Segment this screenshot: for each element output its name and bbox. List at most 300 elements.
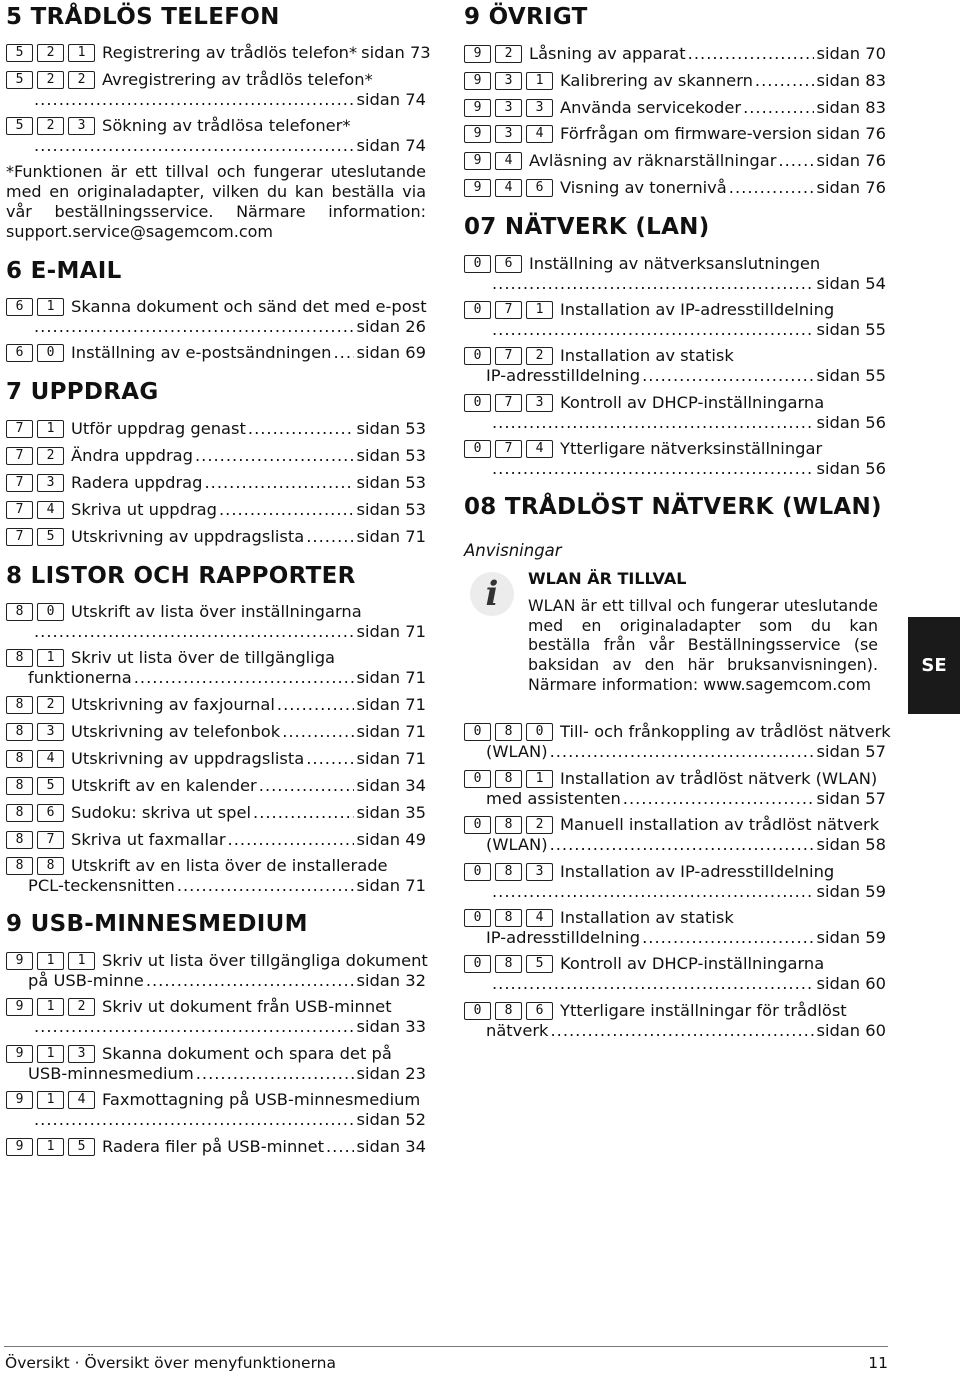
- menu-entry: [6, 776, 426, 796]
- entry-label: Ytterligare inställningar för trådlöst: [560, 1001, 847, 1020]
- key-cap: 3: [37, 723, 64, 741]
- page-reference: sidan 35: [356, 803, 426, 822]
- section-title: 6 E-MAIL: [6, 258, 122, 284]
- key-cap: 5: [6, 44, 33, 62]
- key-cap: 8: [495, 955, 522, 973]
- key-cap: 9: [464, 45, 491, 63]
- key-cap: 1: [37, 649, 64, 667]
- section-subtitle: Anvisningar: [464, 541, 562, 560]
- page-reference: sidan 53: [356, 473, 426, 492]
- entry-label: Installation av statisk: [560, 346, 734, 365]
- menu-entry: [464, 1001, 886, 1041]
- key-cap: 5: [6, 71, 33, 89]
- menu-entry: [6, 1044, 426, 1084]
- entry-label: Skriv ut lista över tillgängliga dokument: [102, 951, 428, 970]
- key-cap: 9: [464, 72, 491, 90]
- menu-entry: [6, 648, 426, 688]
- menu-entry: [6, 856, 426, 896]
- key-cap: 1: [37, 1045, 64, 1063]
- key-cap: 9: [464, 152, 491, 170]
- dot-leader: [177, 876, 355, 896]
- entry-label: nätverk: [486, 1021, 549, 1040]
- dot-leader: [253, 803, 354, 823]
- key-cap: 7: [495, 301, 522, 319]
- key-cap: 0: [464, 770, 491, 788]
- dot-leader: [642, 366, 814, 386]
- page-reference: sidan 57: [816, 789, 886, 808]
- key-cap: 8: [495, 816, 522, 834]
- entry-label: Faxmottagning på USB-minnesmedium: [102, 1090, 421, 1109]
- menu-entry: [6, 297, 426, 337]
- key-sequence: [464, 955, 553, 973]
- key-sequence: [464, 1002, 553, 1020]
- page-reference: sidan 76: [816, 178, 886, 197]
- key-cap: 8: [6, 723, 33, 741]
- page-reference: sidan 71: [356, 695, 426, 714]
- key-cap: 2: [526, 347, 553, 365]
- page-reference: sidan 71: [356, 622, 426, 641]
- entry-label: Avregistrering av trådlös telefon*: [102, 70, 373, 89]
- page-reference: sidan 32: [356, 971, 426, 990]
- key-cap: 4: [526, 909, 553, 927]
- key-cap: 3: [526, 863, 553, 881]
- dot-leader: [34, 90, 354, 110]
- menu-entry: [464, 346, 886, 386]
- entry-label: Registrering av trådlös telefon*: [102, 43, 358, 62]
- dot-leader: [34, 317, 354, 337]
- menu-entry: [6, 951, 426, 991]
- key-cap: 1: [37, 998, 64, 1016]
- entry-label: Utskrivning av uppdragslista: [71, 527, 305, 546]
- entry-label: Installation av statisk: [560, 908, 734, 927]
- key-cap: 8: [495, 723, 522, 741]
- key-cap: 0: [464, 955, 491, 973]
- entry-label: Utskrift av en kalender: [71, 776, 257, 795]
- key-sequence: [464, 347, 553, 365]
- key-sequence: [6, 501, 64, 519]
- entry-label: Inställning av e-postsändningen: [71, 343, 332, 362]
- key-cap: 6: [526, 1002, 553, 1020]
- entry-label: Manuell installation av trådlöst nätverk: [560, 815, 880, 834]
- entry-label: Installation av IP-adresstilldelning: [560, 300, 835, 319]
- menu-entry: [464, 124, 886, 144]
- dot-leader: [134, 668, 355, 688]
- menu-entry: [6, 343, 426, 363]
- key-cap: 5: [526, 955, 553, 973]
- menu-entry: [464, 300, 886, 340]
- key-sequence: [464, 816, 553, 834]
- dot-leader: [306, 527, 354, 547]
- dot-leader: [34, 1110, 354, 1130]
- key-sequence: [6, 649, 64, 667]
- key-cap: 5: [6, 117, 33, 135]
- page-reference: sidan 71: [356, 722, 426, 741]
- key-cap: 8: [6, 831, 33, 849]
- key-cap: 8: [37, 857, 64, 875]
- menu-entry: [464, 44, 886, 64]
- key-cap: 7: [495, 440, 522, 458]
- dot-leader: [743, 98, 814, 118]
- page-reference: sidan 83: [816, 71, 886, 90]
- dot-leader: [204, 473, 354, 493]
- entry-label: Kontroll av DHCP-inställningarna: [560, 954, 825, 973]
- menu-entry: [464, 178, 886, 198]
- dot-leader: [277, 695, 355, 715]
- page-reference: sidan 74: [356, 136, 426, 155]
- key-cap: 2: [526, 816, 553, 834]
- dot-leader: [688, 44, 815, 64]
- key-sequence: [464, 301, 553, 319]
- page-reference: sidan 73: [361, 43, 431, 62]
- key-cap: 1: [526, 72, 553, 90]
- menu-entry: [464, 954, 886, 994]
- dot-leader: [755, 71, 815, 91]
- entry-label: Kontroll av DHCP-inställningarna: [560, 393, 825, 412]
- key-cap: 1: [68, 952, 95, 970]
- key-cap: 5: [68, 1138, 95, 1156]
- key-cap: 1: [37, 1091, 64, 1109]
- entry-label: Utskrift av en lista över de installerade: [71, 856, 388, 875]
- key-cap: 8: [6, 857, 33, 875]
- info-heading: WLAN ÄR TILLVAL: [528, 569, 687, 588]
- page-reference: sidan 23: [356, 1064, 426, 1083]
- key-cap: 1: [37, 298, 64, 316]
- key-cap: 7: [37, 831, 64, 849]
- key-sequence: [464, 45, 522, 63]
- key-cap: 9: [6, 1045, 33, 1063]
- page-reference: sidan 74: [356, 90, 426, 109]
- key-cap: 0: [464, 1002, 491, 1020]
- key-cap: 8: [495, 909, 522, 927]
- section-title: 9 ÖVRIGT: [464, 4, 588, 30]
- menu-entry: [6, 695, 426, 715]
- entry-label: USB-minnesmedium: [28, 1064, 194, 1083]
- dot-leader: [492, 974, 814, 994]
- entry-label: Radera filer på USB-minnet: [102, 1137, 324, 1156]
- key-cap: 8: [495, 863, 522, 881]
- entry-label: Förfrågan om firmware-version: [560, 124, 812, 143]
- key-cap: 4: [495, 179, 522, 197]
- entry-label: Skanna dokument och sänd det med e-post: [71, 297, 427, 316]
- dot-leader: [34, 1017, 354, 1037]
- key-cap: 6: [526, 179, 553, 197]
- dot-leader: [492, 413, 814, 433]
- key-cap: 1: [37, 420, 64, 438]
- menu-entry: [464, 862, 886, 902]
- entry-label: Utskrivning av uppdragslista: [71, 749, 305, 768]
- entry-label: Avläsning av räknarställningar: [529, 151, 777, 170]
- key-cap: 3: [495, 99, 522, 117]
- page-reference: sidan 69: [356, 343, 426, 362]
- key-cap: 7: [495, 347, 522, 365]
- page-reference: sidan 83: [816, 98, 886, 117]
- key-sequence: [6, 603, 64, 621]
- dot-leader: [34, 136, 354, 156]
- menu-entry: [464, 769, 886, 809]
- entry-label: Skriva ut faxmallar: [71, 830, 226, 849]
- dot-leader: [333, 343, 354, 363]
- section-title: 07 NÄTVERK (LAN): [464, 214, 710, 240]
- key-sequence: [6, 998, 95, 1016]
- key-sequence: [464, 394, 553, 412]
- menu-entry: [464, 71, 886, 91]
- key-cap: 9: [6, 1138, 33, 1156]
- menu-entry: [6, 43, 431, 63]
- dot-leader: [550, 835, 815, 855]
- key-cap: 2: [68, 998, 95, 1016]
- page-reference: sidan 71: [356, 668, 426, 687]
- menu-entry: [6, 1137, 426, 1157]
- page-reference: sidan 76: [816, 124, 886, 143]
- entry-label: Sökning av trådlösa telefoner*: [102, 116, 351, 135]
- entry-label: Installation av IP-adresstilldelning: [560, 862, 835, 881]
- entry-label: Utskrift av lista över inställningarna: [71, 602, 362, 621]
- entry-label: PCL-teckensnitten: [28, 876, 175, 895]
- key-sequence: [464, 440, 553, 458]
- key-cap: 2: [37, 71, 64, 89]
- key-sequence: [6, 420, 64, 438]
- key-cap: 0: [464, 394, 491, 412]
- key-cap: 0: [464, 347, 491, 365]
- key-cap: 8: [6, 777, 33, 795]
- section-title: 08 TRÅDLÖST NÄTVERK (WLAN): [464, 494, 882, 520]
- key-sequence: [464, 179, 553, 197]
- menu-entry: [6, 997, 426, 1037]
- key-cap: 8: [6, 649, 33, 667]
- dot-leader: [219, 500, 354, 520]
- key-cap: 1: [68, 44, 95, 62]
- menu-entry: [6, 473, 426, 493]
- dot-leader: [550, 1021, 814, 1041]
- dot-leader: [492, 320, 814, 340]
- entry-label: Ändra uppdrag: [71, 446, 193, 465]
- key-sequence: [6, 831, 64, 849]
- dot-leader: [195, 446, 355, 466]
- key-cap: 4: [526, 440, 553, 458]
- page-reference: sidan 33: [356, 1017, 426, 1036]
- key-cap: 8: [495, 1002, 522, 1020]
- page-reference: sidan 59: [816, 882, 886, 901]
- key-cap: 0: [464, 723, 491, 741]
- entry-label: Skriv ut dokument från USB-minnet: [102, 997, 392, 1016]
- dot-leader: [492, 882, 814, 902]
- dot-leader: [326, 1137, 354, 1157]
- key-cap: 5: [37, 777, 64, 795]
- entry-label: Använda servicekoder: [560, 98, 742, 117]
- entry-label: (WLAN): [486, 742, 548, 761]
- key-cap: 0: [464, 863, 491, 881]
- entry-label: Skriva ut uppdrag: [71, 500, 217, 519]
- entry-label: med assistenten: [486, 789, 621, 808]
- key-cap: 9: [6, 1091, 33, 1109]
- key-cap: 1: [526, 770, 553, 788]
- menu-entry: [6, 446, 426, 466]
- key-sequence: [6, 952, 95, 970]
- page-reference: sidan 53: [356, 419, 426, 438]
- menu-entry: [6, 70, 426, 110]
- page-reference: sidan 71: [356, 876, 426, 895]
- key-cap: 1: [37, 952, 64, 970]
- page-reference: sidan 71: [356, 749, 426, 768]
- key-sequence: [464, 863, 553, 881]
- key-cap: 1: [37, 1138, 64, 1156]
- page-reference: sidan 55: [816, 366, 886, 385]
- key-cap: 2: [37, 44, 64, 62]
- key-cap: 3: [526, 394, 553, 412]
- key-cap: 0: [464, 816, 491, 834]
- entry-label: funktionerna: [28, 668, 132, 687]
- key-cap: 7: [6, 474, 33, 492]
- page-reference: sidan 59: [816, 928, 886, 947]
- section-title: 8 LISTOR OCH RAPPORTER: [6, 563, 356, 589]
- key-cap: 3: [68, 117, 95, 135]
- entry-label: Radera uppdrag: [71, 473, 203, 492]
- entry-label: Skanna dokument och spara det på: [102, 1044, 392, 1063]
- key-sequence: [6, 1138, 95, 1156]
- page-reference: sidan 52: [356, 1110, 426, 1129]
- key-cap: 0: [464, 440, 491, 458]
- menu-entry: [464, 722, 891, 762]
- entry-label: Utskrivning av faxjournal: [71, 695, 275, 714]
- entry-label: Utför uppdrag genast: [71, 419, 246, 438]
- key-cap: 7: [6, 447, 33, 465]
- entry-label: Sudoku: skriva ut spel: [71, 803, 252, 822]
- dot-leader: [282, 722, 354, 742]
- key-cap: 2: [68, 71, 95, 89]
- page-reference: sidan 56: [816, 459, 886, 478]
- dot-leader: [259, 776, 355, 796]
- key-cap: 0: [37, 344, 64, 362]
- key-cap: 9: [6, 998, 33, 1016]
- key-cap: 6: [6, 298, 33, 316]
- key-sequence: [6, 298, 64, 316]
- entry-label: IP-adresstilldelning: [486, 928, 641, 947]
- dot-leader: [814, 124, 815, 144]
- key-sequence: [6, 1091, 95, 1109]
- key-cap: 8: [6, 696, 33, 714]
- key-cap: 5: [37, 528, 64, 546]
- footer-text: Översikt · Översikt över menyfunktionerna: [5, 1354, 336, 1372]
- entry-label: på USB-minne: [28, 971, 144, 990]
- menu-entry: [6, 602, 426, 642]
- entry-label: Ytterligare nätverksinställningar: [560, 439, 823, 458]
- footnote: *Funktionen är ett tillval och fungerar uteslutande med en originaladapter, vilken du kan beställa via vår beställningsservice. Närmare information: support.service@sagemcom.com: [6, 162, 426, 241]
- page-reference: sidan 70: [816, 44, 886, 63]
- dot-leader: [642, 928, 814, 948]
- key-sequence: [6, 723, 64, 741]
- key-cap: 0: [464, 255, 491, 273]
- key-cap: 4: [37, 750, 64, 768]
- page-reference: sidan 26: [356, 317, 426, 336]
- key-cap: 0: [37, 603, 64, 621]
- key-cap: 8: [495, 770, 522, 788]
- entry-label: Till- och frånkoppling av trådlöst nätverk: [560, 722, 891, 741]
- key-cap: 4: [495, 152, 522, 170]
- entry-label: Inställning av nätverksanslutningen: [529, 254, 821, 273]
- dot-leader: [196, 1064, 355, 1084]
- key-sequence: [464, 72, 553, 90]
- menu-entry: [6, 500, 426, 520]
- key-cap: 0: [464, 301, 491, 319]
- key-sequence: [6, 117, 95, 135]
- key-cap: 4: [526, 125, 553, 143]
- key-cap: 2: [37, 696, 64, 714]
- key-sequence: [464, 125, 553, 143]
- page-reference: sidan 58: [816, 835, 886, 854]
- key-cap: 7: [495, 394, 522, 412]
- key-cap: 9: [464, 179, 491, 197]
- page-reference: sidan 76: [816, 151, 886, 170]
- page-reference: sidan 71: [356, 527, 426, 546]
- key-sequence: [6, 1045, 95, 1063]
- key-sequence: [6, 344, 64, 362]
- menu-entry: [6, 722, 426, 742]
- menu-entry: [6, 419, 426, 439]
- entry-label: (WLAN): [486, 835, 548, 854]
- key-sequence: [464, 770, 553, 788]
- dot-leader: [248, 419, 355, 439]
- language-tab: SE: [908, 617, 960, 714]
- section-title: 5 TRÅDLÖS TELEFON: [6, 4, 280, 30]
- menu-entry: [464, 98, 886, 118]
- key-sequence: [6, 804, 64, 822]
- key-cap: 7: [6, 420, 33, 438]
- key-cap: 8: [6, 603, 33, 621]
- key-cap: 9: [464, 99, 491, 117]
- key-cap: 4: [68, 1091, 95, 1109]
- entry-label: Installation av trådlöst nätverk (WLAN): [560, 769, 878, 788]
- menu-entry: [6, 1090, 426, 1130]
- key-sequence: [6, 696, 64, 714]
- page-reference: sidan 60: [816, 974, 886, 993]
- entry-label: Kalibrering av skannern: [560, 71, 753, 90]
- menu-entry: [6, 116, 426, 156]
- key-cap: 6: [6, 344, 33, 362]
- key-sequence: [6, 777, 64, 795]
- dot-leader: [729, 178, 815, 198]
- menu-entry: [464, 815, 886, 855]
- section-title: 9 USB-MINNESMEDIUM: [6, 911, 308, 937]
- menu-entry: [464, 439, 886, 479]
- key-sequence: [6, 857, 64, 875]
- footer-divider: [4, 1346, 888, 1347]
- entry-label: Utskrivning av telefonbok: [71, 722, 281, 741]
- dot-leader: [146, 971, 355, 991]
- key-cap: 8: [6, 750, 33, 768]
- key-cap: 7: [6, 501, 33, 519]
- key-cap: 6: [495, 255, 522, 273]
- entry-label: Skriv ut lista över de tillgängliga: [71, 648, 336, 667]
- key-cap: 2: [37, 447, 64, 465]
- key-cap: 9: [6, 952, 33, 970]
- key-cap: 8: [6, 804, 33, 822]
- key-sequence: [6, 44, 95, 62]
- page-number: 11: [868, 1354, 888, 1372]
- entry-label: IP-adresstilldelning: [486, 366, 641, 385]
- dot-leader: [623, 789, 815, 809]
- dot-leader: [34, 622, 354, 642]
- key-sequence: [464, 152, 522, 170]
- key-sequence: [6, 71, 95, 89]
- entry-label: Visning av tonernivå: [560, 178, 727, 197]
- key-sequence: [6, 447, 64, 465]
- key-cap: 3: [495, 125, 522, 143]
- page-reference: sidan 60: [816, 1021, 886, 1040]
- key-cap: 2: [37, 117, 64, 135]
- key-cap: 2: [495, 45, 522, 63]
- key-cap: 0: [526, 723, 553, 741]
- dot-leader: [306, 749, 354, 769]
